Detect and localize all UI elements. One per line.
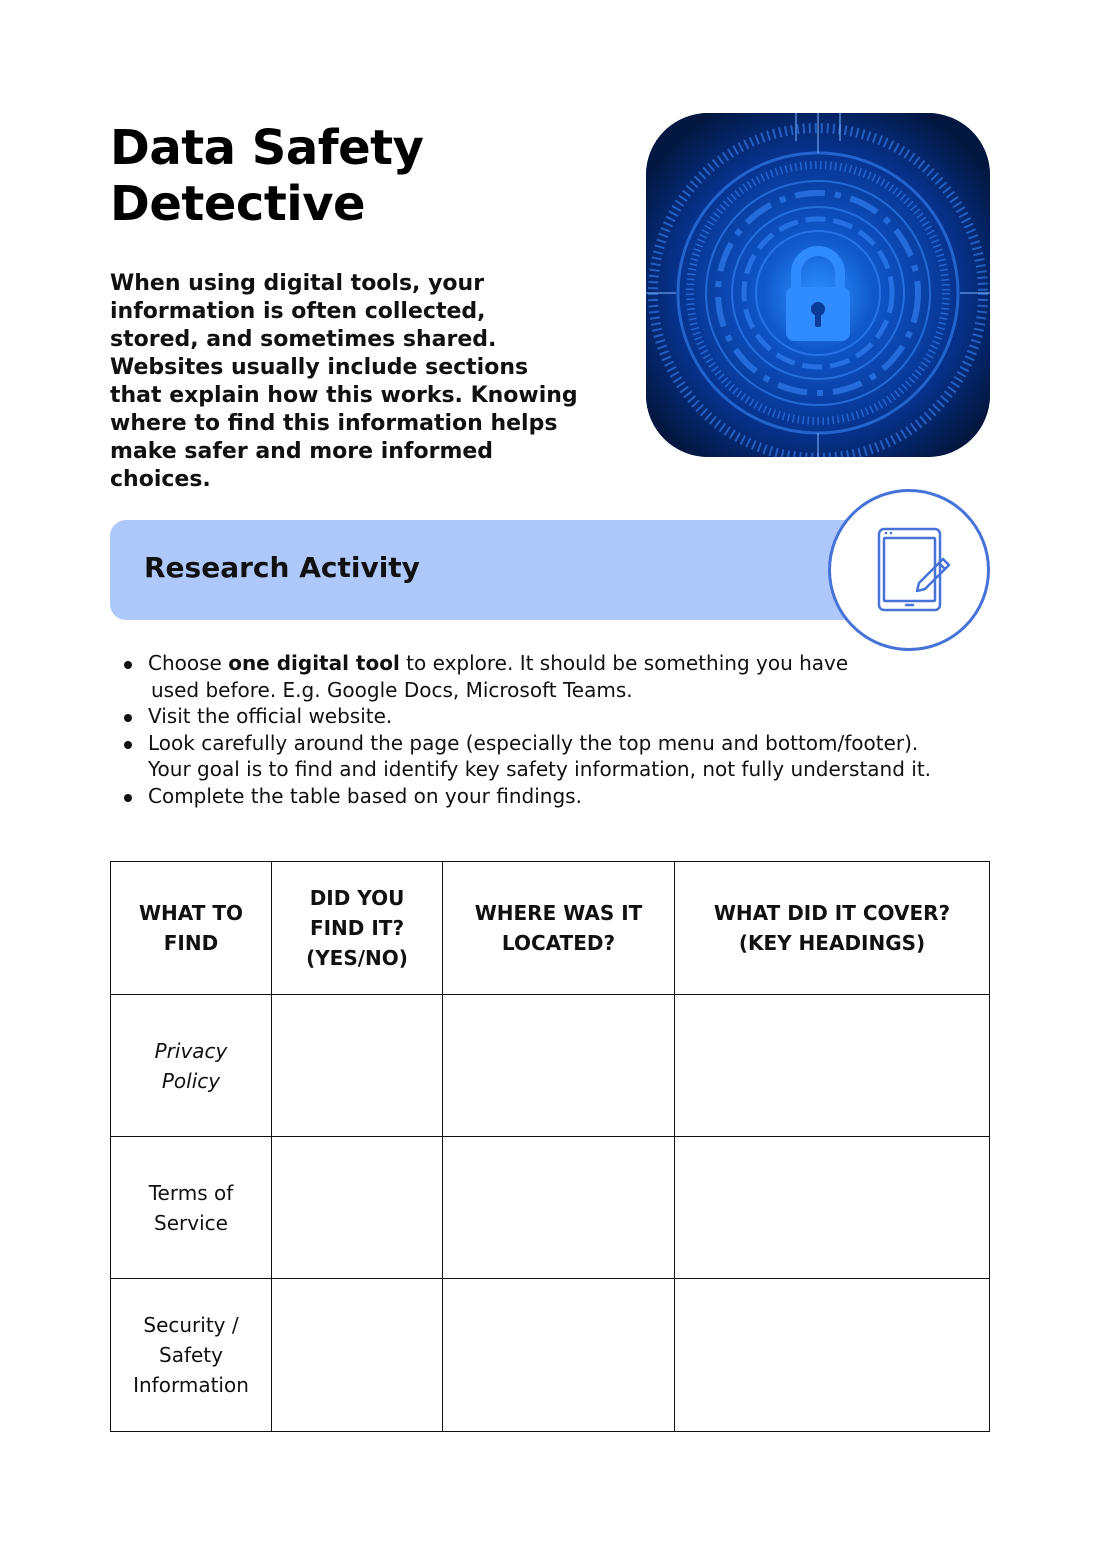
location-cell[interactable] [443,1279,675,1432]
instructions-list [110,650,990,809]
research-activity-banner [110,520,890,620]
list-item: Look carefully around the page (especially the top menu and bottom/footer). Your goal is to find and identify key safety information, not fully understand it. [110,730,990,783]
bullet-icon [124,661,132,669]
location-cell[interactable] [443,1137,675,1279]
header-where-located: WHERE WAS IT LOCATED? [443,862,675,995]
findings-table [110,861,990,1432]
coverage-cell[interactable] [675,1279,990,1432]
header-what-to-find: WHAT TO FIND [111,862,272,995]
table-header-row [111,862,990,995]
found-cell[interactable] [272,1137,443,1279]
list-item: Visit the official website. [110,703,990,730]
tablet-pen-icon [828,489,990,651]
list-item: Choose one digital tool to explore. It should be something you have used before. E.g. Google Docs, Microsoft Teams. [110,650,990,703]
bullet-icon [124,794,132,802]
location-cell[interactable] [443,995,675,1137]
found-cell[interactable] [272,995,443,1137]
table-row [111,1137,990,1279]
header-what-covered: WHAT DID IT COVER? (KEY HEADINGS) [675,862,990,995]
bullet-icon [124,741,132,749]
coverage-cell[interactable] [675,1137,990,1279]
padlock-icon [646,113,990,457]
header-did-you-find-it: DID YOU FIND IT? (YES/NO) [272,862,443,995]
row-label: Terms of Service [111,1137,272,1279]
row-label: Privacy Policy [111,995,272,1137]
list-item: Complete the table based on your findings. [110,783,990,810]
table-row [111,1279,990,1432]
page-title: Data Safety Detective [110,120,424,232]
coverage-cell[interactable] [675,995,990,1137]
intro-paragraph: When using digital tools, your information is often collected, stored, and sometimes shared. Websites usually include sections that explain how this works. Knowing where to find this information helps make safer and more informed choices. [110,271,578,492]
found-cell[interactable] [272,1279,443,1432]
emphasis-text: one digital tool [228,651,400,675]
row-label: Security / Safety Information [111,1279,272,1432]
table-row [111,995,990,1137]
section-heading: Research Activity [144,551,420,584]
bullet-icon [124,714,132,722]
